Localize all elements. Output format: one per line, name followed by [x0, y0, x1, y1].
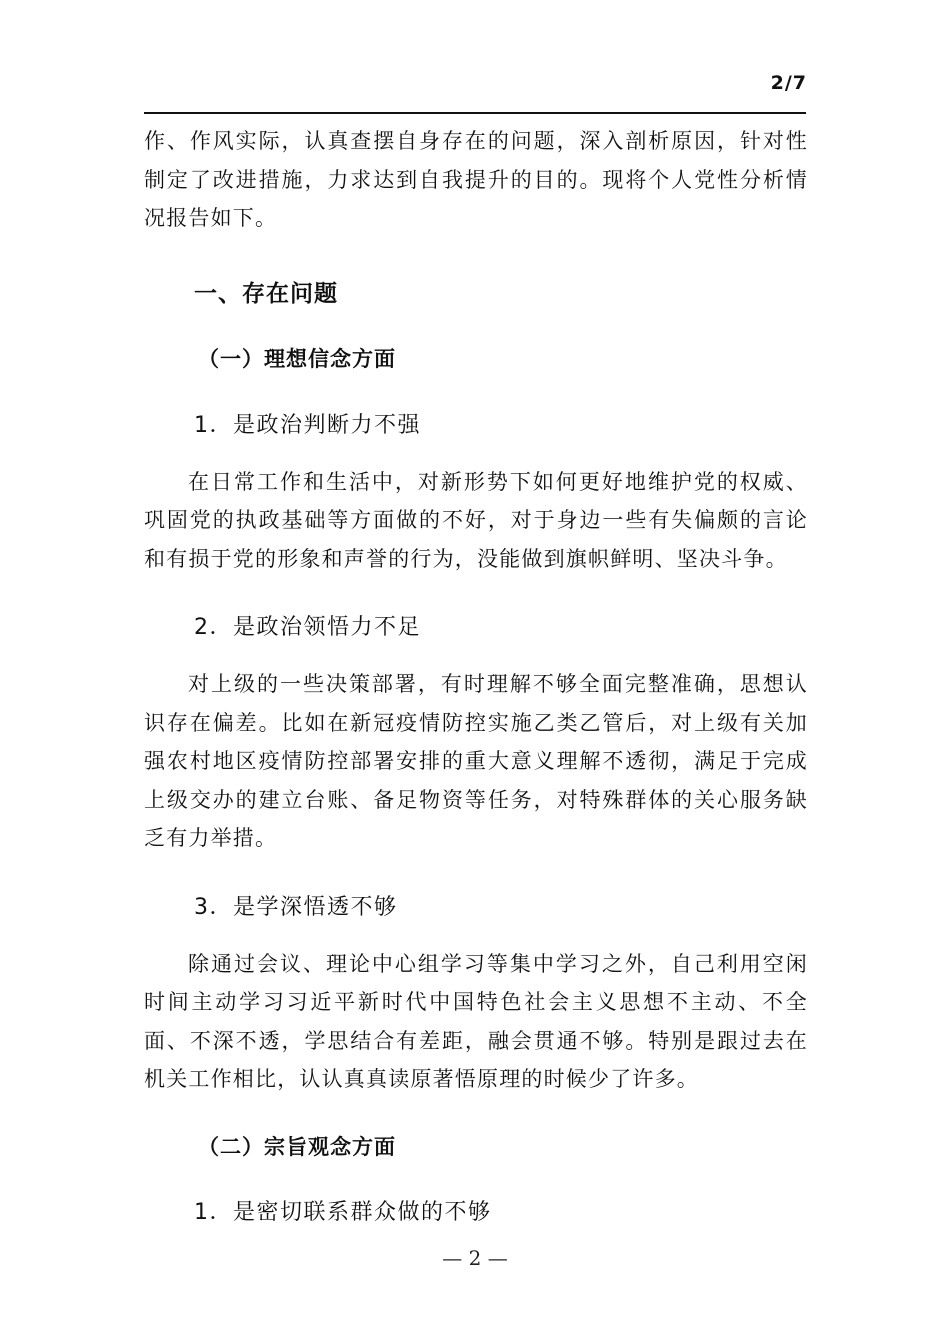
- item-paragraph: 在日常工作和生活中，对新形势下如何更好地维护党的权威、巩固党的执政基础等方面做的不好，对于身边一些有失偏颇的言论和有损于党的形象和声誉的行为，没能做到旗帜鲜明、坚决斗争。: [144, 469, 808, 571]
- item-heading: 2．是政治领悟力不足: [194, 615, 421, 640]
- subsection-heading: （一）理想信念方面: [198, 346, 396, 371]
- item-paragraph: 除通过会议、理论中心组学习等集中学习之外，自己利用空闲时间主动学习习近平新时代中国特色社会主义思想不主动、不全面、不深不透，学思结合有差距，融会贯通不够。特别是跟过去在机关工作相比，认认真真读原著悟原理的时候少了许多。: [144, 951, 808, 1091]
- intro-paragraph: 作、作风实际，认真查摆自身存在的问题，深入剖析原因，针对性制定了改进措施，力求达到自我提升的目的。现将个人党性分析情况报告如下。: [144, 129, 808, 230]
- subsection-heading: （二）宗旨观念方面: [198, 1134, 396, 1159]
- item-heading: 3．是学深悟透不够: [194, 894, 398, 920]
- item-heading: 1．是密切联系群众做的不够: [194, 1199, 492, 1225]
- section-heading: 一、存在问题: [194, 280, 338, 307]
- header-rule: [144, 112, 806, 114]
- page-number: — 2 —: [442, 1246, 508, 1270]
- item-paragraph: 对上级的一些决策部署，有时理解不够全面完整准确，思想认识存在偏差。比如在新冠疫情防控实施乙类乙管后，对上级有关加强农村地区疫情防控部署安排的重大意义理解不透彻，满足于完成上级交办的建立台账、备足物资等任务，对特殊群体的关心服务缺乏有力举措。: [144, 672, 808, 850]
- item-heading: 1．是政治判断力不强: [194, 412, 421, 438]
- page-indicator: 2/7: [770, 72, 807, 94]
- document-body: [144, 118, 808, 1226]
